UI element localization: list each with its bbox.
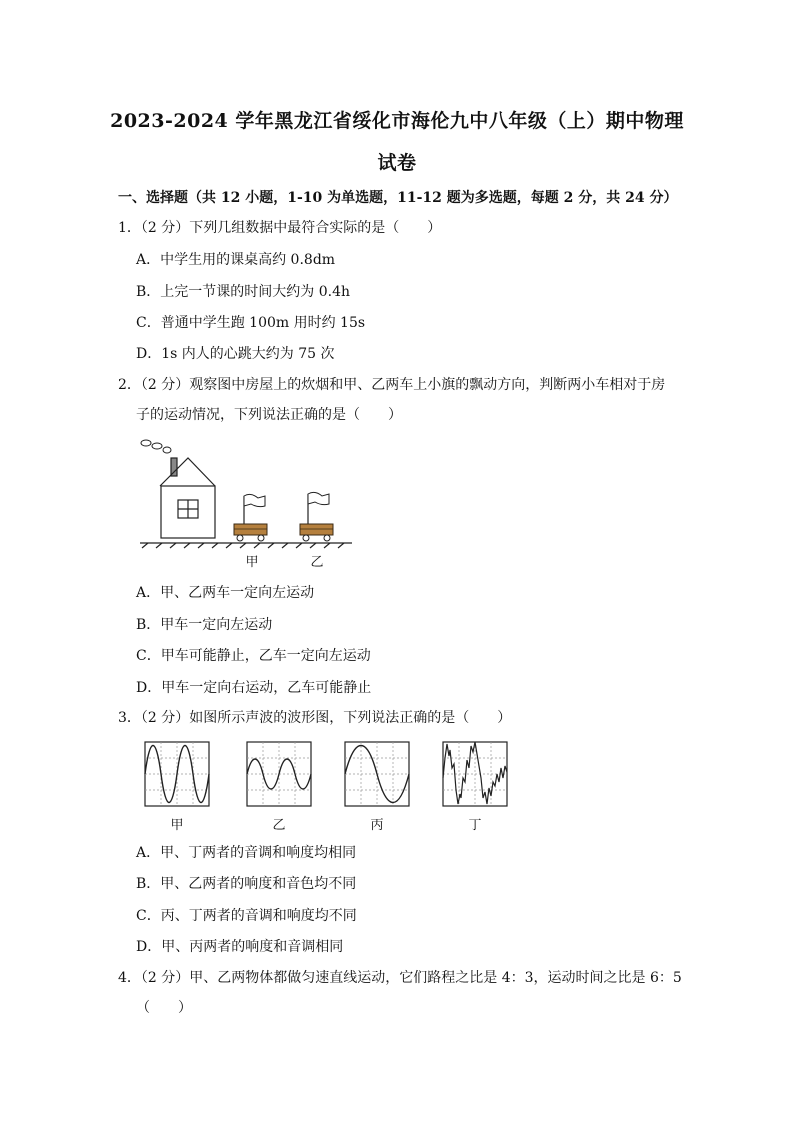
page-title: 2023-2024 学年黑龙江省绥化市海伦九中八年级（上）期中物理 [110, 110, 684, 132]
waveform-yi [247, 742, 311, 806]
cart-yi [300, 492, 333, 541]
question-3-option-b: B．甲、乙两者的响度和音色均不同 [136, 876, 357, 892]
page-title-continued: 试卷 [377, 152, 417, 174]
question-4-stem: 4．（2 分）甲、乙两物体都做匀速直线运动，它们路程之比是 4：3，运动时间之比是 6：5 [118, 970, 682, 986]
question-2-option-c: C．甲车可能静止，乙车一定向左运动 [136, 648, 371, 664]
ground [140, 543, 352, 548]
question-1-option-d: D．1s 内人的心跳大约为 75 次 [136, 346, 335, 362]
waveform-label-ding: 丁 [468, 818, 482, 833]
house-and-carts-figure [138, 436, 358, 568]
question-3-option-a: A．甲、丁两者的音调和响度均相同 [136, 845, 357, 861]
question-1-option-a: A．中学生用的课桌高约 0.8dm [136, 252, 336, 268]
house [160, 458, 215, 538]
question-1-option-b: B．上完一节课的时间大约为 0.4h [136, 284, 351, 300]
question-3-option-c: C．丙、丁两者的音调和响度均不同 [136, 908, 357, 924]
cart-jia-label: 甲 [245, 555, 259, 570]
question-3-stem: 3．（2 分）如图所示声波的波形图，下列说法正确的是（ ） [118, 710, 512, 726]
question-4-stem-continued: （ ） [136, 1000, 192, 1016]
waveforms-figure [140, 738, 520, 814]
question-2-option-b: B．甲车一定向左运动 [136, 617, 273, 633]
smoke-puffs [141, 440, 171, 453]
waveform-label-yi: 乙 [272, 818, 286, 833]
waveform-jia [145, 742, 209, 806]
question-2-stem: 2．（2 分）观察图中房屋上的炊烟和甲、乙两车上小旗的飘动方向，判断两小车相对于房 [118, 377, 666, 393]
question-1-option-c: C．普通中学生跑 100m 用时约 15s [136, 315, 366, 331]
question-1-stem: 1．（2 分）下列几组数据中最符合实际的是（ ） [118, 220, 442, 236]
waveform-label-bing: 丙 [370, 818, 384, 833]
question-2-option-d: D．甲车一定向右运动，乙车可能静止 [136, 680, 372, 696]
question-3-option-d: D．甲、丙两者的响度和音调相同 [136, 939, 344, 955]
cart-yi-label: 乙 [310, 555, 324, 570]
section-heading: 一、选择题（共 12 小题，1-10 为单选题，11-12 题为多选题，每题 2 分，共 24 分） [118, 190, 678, 206]
question-2-stem-continued: 子的运动情况，下列说法正确的是（ ） [136, 407, 402, 423]
waveform-bing [345, 742, 409, 806]
cart-jia [234, 494, 267, 541]
waveform-label-jia: 甲 [170, 818, 184, 833]
waveform-ding [443, 742, 507, 806]
question-2-option-a: A．甲、乙两车一定向左运动 [136, 585, 315, 601]
